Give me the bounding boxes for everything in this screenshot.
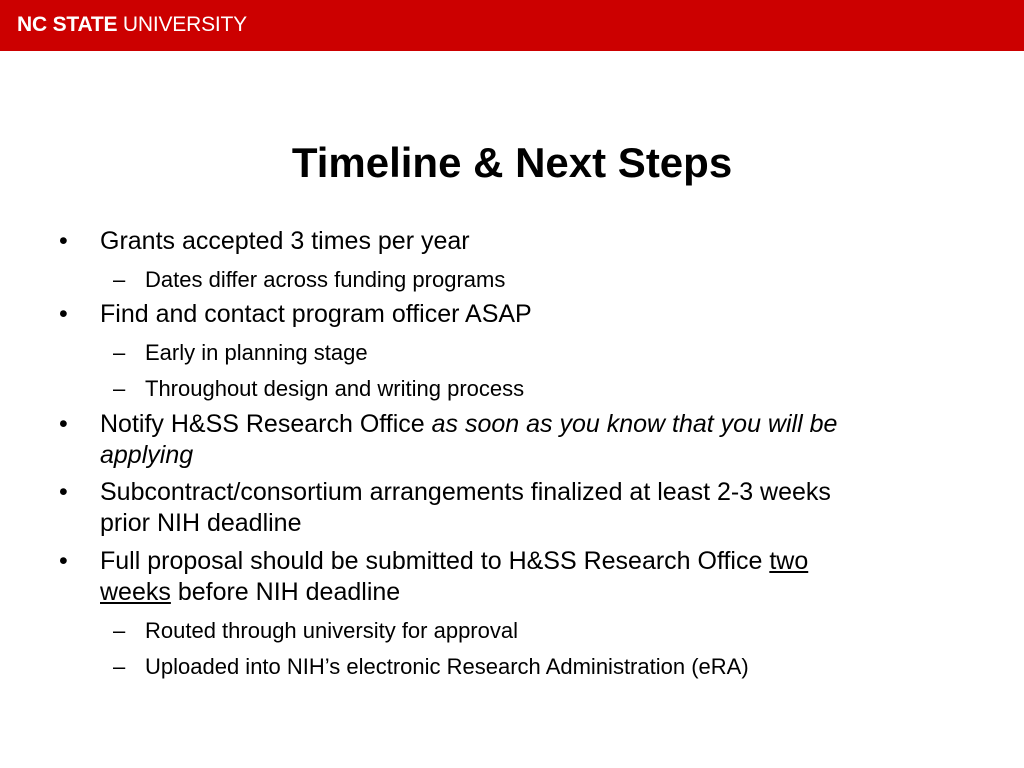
sub-bullet-text: Dates differ across funding programs	[145, 267, 506, 292]
bullet-dot: •	[59, 547, 68, 575]
sub-bullet-text: Uploaded into NIH’s electronic Research Administration (eRA)	[145, 654, 749, 679]
bullet-text-plain: Full proposal should be submitted to H&SS Research Office	[100, 547, 770, 575]
bullet-text-line-1	[100, 409, 837, 440]
bullet-text-underlined: two	[769, 547, 809, 575]
bullet-text: Find and contact program officer ASAP	[100, 300, 532, 328]
sub-bullet-dash: –	[113, 618, 126, 643]
bullet-text-line-1: Subcontract/consortium arrangements finalized at least 2-3 weeks	[100, 478, 831, 506]
sub-bullet-text: Early in planning stage	[145, 340, 368, 365]
sub-bullet-dash: –	[113, 340, 126, 365]
bullet-dot: •	[59, 478, 68, 506]
bullet-text-line-2: applying	[100, 441, 194, 469]
sub-bullet-text: Routed through university for approval	[145, 618, 518, 643]
bullet-text-line-2	[100, 577, 400, 608]
bullet-text: Grants accepted 3 times per year	[100, 227, 470, 255]
sub-bullet-text: Throughout design and writing process	[145, 376, 525, 401]
brand-rest-text: UNIVERSITY	[117, 13, 247, 36]
sub-bullet-dash: –	[113, 376, 126, 401]
sub-bullet-dash: –	[113, 654, 126, 679]
slide-title: Timeline & Next Steps	[291, 139, 733, 186]
bullet-text-plain: before NIH deadline	[170, 578, 401, 606]
sub-bullet-dash: –	[113, 267, 126, 292]
bullet-text-line-1	[100, 546, 808, 577]
bullet-dot: •	[59, 227, 68, 255]
bullet-text-underlined: weeks	[100, 578, 171, 606]
bullet-dot: •	[59, 300, 68, 328]
bullet-text-line-2: prior NIH deadline	[100, 509, 302, 537]
bullet-text-plain: Notify H&SS Research Office	[100, 410, 432, 438]
brand-strong-text: NC STATE	[17, 13, 118, 36]
bullet-text-italic: as soon as you know that you will be	[431, 410, 838, 438]
bullet-dot: •	[59, 410, 68, 438]
